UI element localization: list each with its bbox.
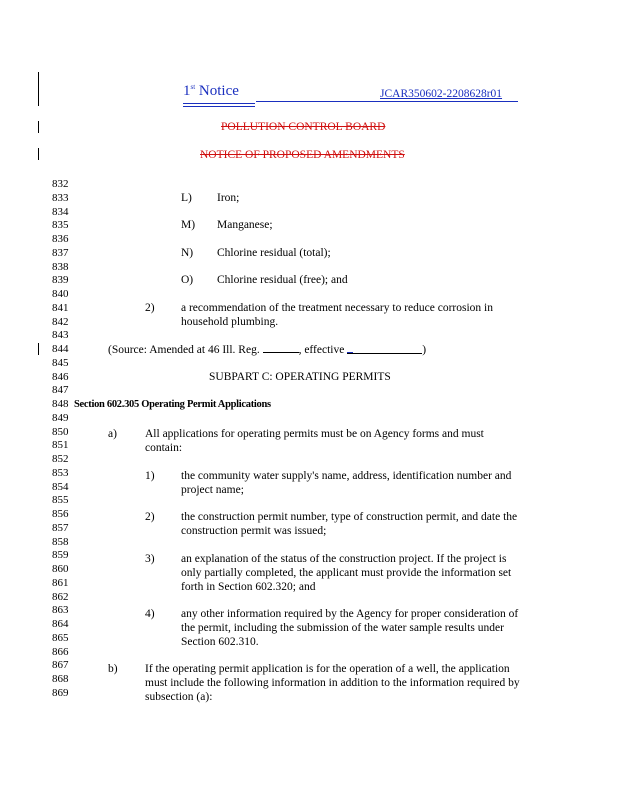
item-marker: L) xyxy=(181,192,192,204)
line-number: 837 xyxy=(52,246,69,259)
item-text: only partially completed, the applicant must provide the information set xyxy=(181,567,512,579)
line-number: 834 xyxy=(52,205,69,218)
line-number: 845 xyxy=(52,356,69,369)
line-number: 835 xyxy=(52,219,69,232)
line-number: 832 xyxy=(52,178,69,190)
subsection-marker: b) xyxy=(108,663,118,675)
line-number: 846 xyxy=(52,370,69,383)
item-text: Iron; xyxy=(217,192,240,204)
item-text: the permit, including the submission of the water sample results under xyxy=(181,622,504,634)
item-text: Chlorine residual (total); xyxy=(217,247,331,259)
line-number: 854 xyxy=(52,480,69,493)
subsection-text: subsection (a): xyxy=(145,691,213,703)
line-number: 859 xyxy=(52,549,69,562)
item-text: household plumbing. xyxy=(181,316,279,328)
change-bar xyxy=(38,72,39,106)
line-number: 865 xyxy=(52,631,69,644)
notice-title: NOTICE OF PROPOSED AMENDMENTS xyxy=(200,149,405,161)
item-marker: M) xyxy=(181,219,196,231)
line-number: 848 xyxy=(52,398,69,410)
item-marker: 1) xyxy=(145,470,155,482)
item-text: Chlorine residual (free); and xyxy=(217,274,348,286)
line-number: 867 xyxy=(52,659,69,672)
line-number: 842 xyxy=(52,315,69,328)
line-number: 833 xyxy=(52,191,69,204)
item-text: construction permit was issued; xyxy=(181,525,327,537)
item-text: the community water supply's name, address, identification number and xyxy=(181,470,512,482)
notice-heading: 1st Notice xyxy=(183,83,239,99)
line-number: 853 xyxy=(52,466,69,479)
line-number: 861 xyxy=(52,576,69,589)
line-number: 866 xyxy=(52,645,69,658)
item-marker: 2) xyxy=(145,511,155,523)
line-number: 862 xyxy=(52,590,69,603)
line-number: 851 xyxy=(52,439,69,452)
source-note: (Source: Amended at 46 Ill. Reg. , effective ) xyxy=(108,344,427,356)
change-bar xyxy=(38,121,39,133)
line-number: 849 xyxy=(52,411,69,424)
line-number: 839 xyxy=(52,274,69,287)
line-number: 843 xyxy=(52,329,69,342)
line-number: 856 xyxy=(52,508,69,520)
subsection-text: contain: xyxy=(145,442,183,454)
item-marker: 4) xyxy=(145,608,155,620)
item-marker: N) xyxy=(181,247,194,259)
item-text: a recommendation of the treatment necessary to reduce corrosion in xyxy=(181,302,493,314)
line-number: 838 xyxy=(52,260,69,273)
blank-field xyxy=(347,343,422,354)
item-text: Manganese; xyxy=(217,219,273,231)
line-number: 852 xyxy=(52,453,69,465)
line-number: 858 xyxy=(52,535,69,548)
item-marker: 2) xyxy=(145,302,155,314)
subsection-text: must include the following information in addition to the information required by xyxy=(145,677,520,689)
line-number: 857 xyxy=(52,521,69,534)
board-title: POLLUTION CONTROL BOARD xyxy=(221,121,386,133)
item-text: project name; xyxy=(181,484,244,496)
line-number: 844 xyxy=(52,343,69,355)
section-heading: Section 602.305 Operating Permit Applications xyxy=(74,399,271,410)
line-number: 836 xyxy=(52,233,69,245)
blank-field xyxy=(263,342,299,353)
line-number: 860 xyxy=(52,563,69,575)
change-bar xyxy=(38,148,39,160)
heading-underline xyxy=(183,106,255,107)
item-marker: 3) xyxy=(145,553,155,565)
line-number: 847 xyxy=(52,384,69,397)
line-number: 840 xyxy=(52,288,69,300)
line-number: 850 xyxy=(52,425,69,438)
line-number: 864 xyxy=(52,618,69,630)
line-number: 868 xyxy=(52,673,69,685)
item-text: any other information required by the Agency for proper consideration of xyxy=(181,608,519,620)
line-number: 863 xyxy=(52,604,69,617)
heading-rule xyxy=(256,101,518,102)
item-marker: O) xyxy=(181,274,194,286)
item-text: forth in Section 602.320; and xyxy=(181,581,316,593)
item-text: Section 602.310. xyxy=(181,636,259,648)
item-text: an explanation of the status of the construction project. If the project is xyxy=(181,553,507,565)
heading-underline xyxy=(183,103,255,104)
document-code: JCAR350602-2208628r01 xyxy=(380,88,503,100)
line-number: 841 xyxy=(52,301,69,314)
change-bar xyxy=(38,343,39,355)
line-number: 855 xyxy=(52,494,69,507)
line-number: 869 xyxy=(52,686,69,699)
item-text: the construction permit number, type of construction permit, and date the xyxy=(181,511,518,523)
subsection-text: All applications for operating permits must be on Agency forms and must xyxy=(145,428,484,440)
subpart-heading: SUBPART C: OPERATING PERMITS xyxy=(209,371,391,383)
subsection-marker: a) xyxy=(108,428,117,440)
subsection-text: If the operating permit application is for the operation of a well, the application xyxy=(145,663,510,675)
